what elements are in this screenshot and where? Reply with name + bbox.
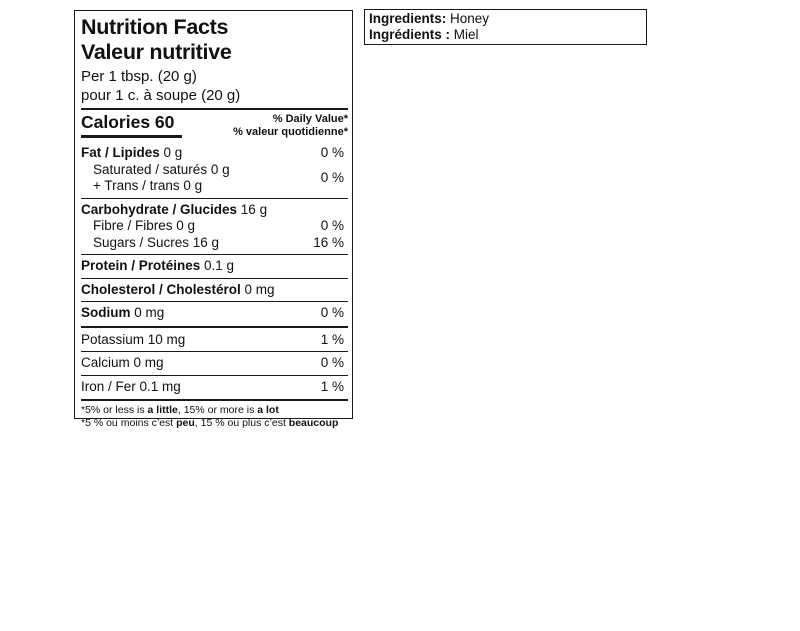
iron-pct: 1 % (320, 378, 344, 394)
fibre-pct: 0 % (320, 218, 344, 233)
sugars-pct: 16 % (313, 234, 344, 250)
footnote-fr: *5 % ou moins c’est peu, 15 % ou plus c’est beaucoup (81, 417, 339, 429)
protein-label: Protein / Protéines (81, 258, 201, 273)
fat-value: 0 g (159, 145, 183, 160)
calcium-row (81, 355, 348, 372)
cholesterol-row (81, 282, 348, 299)
sat-trans-pct: 0 % (320, 169, 344, 185)
iron-row (81, 379, 348, 396)
ingredients-en: Ingredients: Honey (369, 11, 490, 26)
sugars-line: Sugars / Sucres 16 g (93, 234, 220, 250)
potassium-line: Potassium 10 mg (81, 331, 186, 347)
calcium-pct: 0 % (320, 355, 344, 370)
dv-en: % Daily Value* (272, 113, 348, 125)
trans-line: + Trans / trans 0 g (93, 178, 203, 193)
divider (81, 351, 348, 352)
calcium-line: Calcium 0 mg (81, 355, 164, 370)
cholesterol-label: Cholesterol / Cholestérol (81, 281, 241, 297)
title-fr: Valeur nutritive (81, 40, 232, 64)
divider (81, 301, 348, 302)
footnote-en: *5% or less is a little, 15% or more is a lot (81, 404, 279, 416)
divider (81, 108, 348, 110)
sodium-label: Sodium (81, 305, 131, 320)
cholesterol-value: 0 mg (240, 281, 275, 297)
sat-trans-row (81, 162, 348, 195)
title-en: Nutrition Facts (81, 15, 229, 39)
calories-row (81, 111, 348, 139)
iron-line: Iron / Fer 0.1 mg (81, 378, 181, 394)
carb-label: Carbohydrate / Glucides (81, 201, 238, 217)
serving-en: Per 1 tbsp. (20 g) (81, 68, 197, 85)
divider (81, 375, 348, 376)
divider (81, 198, 348, 199)
potassium-row (81, 332, 348, 349)
fat-label: Fat / Lipides (81, 145, 160, 160)
fat-row (81, 145, 348, 162)
fibre-line: Fibre / Fibres 0 g (93, 218, 196, 233)
protein-value: 0.1 g (200, 258, 235, 273)
dv-fr: % valeur quotidienne* (233, 126, 348, 138)
divider (81, 254, 348, 255)
daily-value-header (233, 111, 348, 139)
sodium-pct: 0 % (320, 305, 344, 320)
ingredients-fr: Ingrédients : Miel (369, 27, 479, 42)
calories-label: Calories 60 (81, 111, 182, 138)
ingredients-panel (364, 9, 647, 45)
potassium-pct: 1 % (320, 331, 344, 347)
saturated-line: Saturated / saturés 0 g (93, 161, 230, 177)
carb-value: 16 g (237, 201, 268, 217)
fibre-row (81, 218, 348, 235)
nutrition-facts-panel (74, 10, 353, 429)
divider (81, 278, 348, 279)
sugars-row (81, 235, 348, 252)
sodium-row (81, 305, 348, 322)
protein-row (81, 258, 348, 275)
footnote (81, 401, 348, 430)
sodium-value: 0 mg (130, 305, 165, 320)
serving-fr: pour 1 c. à soupe (20 g) (81, 87, 241, 104)
fat-pct: 0 % (320, 145, 344, 160)
carb-row (81, 202, 348, 219)
divider (81, 326, 348, 328)
